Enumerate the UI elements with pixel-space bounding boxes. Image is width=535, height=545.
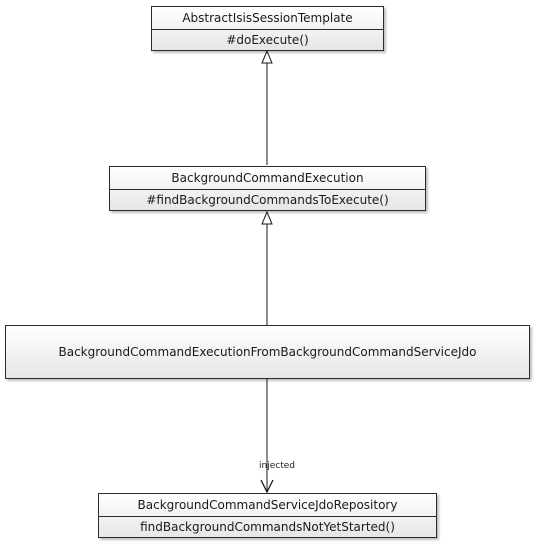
class-background-command-execution-from-service-jdo[interactable]	[5, 325, 530, 379]
class-background-command-execution[interactable]	[109, 166, 426, 211]
generalization-arrowhead-2	[262, 212, 272, 224]
class-abstract-isis-session-template[interactable]	[151, 6, 384, 51]
class-name: BackgroundCommandExecutionFromBackgroundCommandServiceJdo	[58, 345, 477, 359]
class-name: AbstractIsisSessionTemplate	[152, 7, 383, 30]
class-operation: #findBackgroundCommandsToExecute()	[146, 193, 389, 207]
class-name: BackgroundCommandExecution	[110, 167, 425, 190]
class-operation: findBackgroundCommandsNotYetStarted()	[140, 520, 395, 534]
injected-label: injected	[259, 461, 295, 471]
class-background-command-service-jdo-repository[interactable]	[98, 493, 437, 538]
generalization-arrowhead-1	[262, 51, 272, 63]
class-name: BackgroundCommandServiceJdoRepository	[99, 494, 436, 517]
class-operation: #doExecute()	[226, 33, 309, 47]
